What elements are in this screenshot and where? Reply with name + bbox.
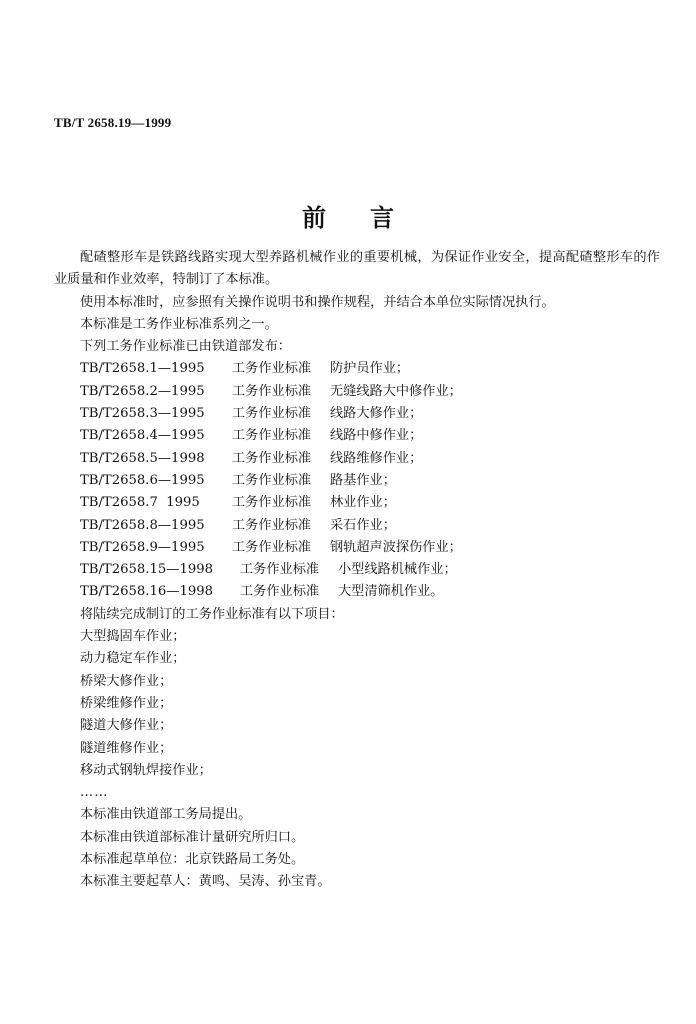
standard-code: TB/T2658.8—1995 [80,517,205,533]
list-item [54,559,660,581]
standard-name: 路基作业； [330,472,396,488]
foreword-body [54,247,660,894]
administrator-line: 本标准由铁道部标准计量研究所归口。 [80,829,305,845]
usage-paragraph: 使用本标准时，应参照有关操作说明书和操作规程，并结合本单位实际情况执行。 [80,294,555,310]
series-paragraph: 本标准是工务作业标准系列之一。 [80,316,278,332]
standard-code: TB/T2658.16—1998 [80,584,214,600]
drafting-unit-line: 本标准起草单位：北京铁路局工务处。 [80,852,305,868]
standard-category: 工务作业标准 [232,450,312,466]
published-intro: 下列工务作业标准已由铁道部发布： [80,339,291,355]
standard-name: 林业作业； [330,495,396,511]
upcoming-intro: 将陆续完成制订的工务作业标准有以下项目： [80,606,344,622]
standard-name: 钢轨超声波探伤作业； [330,539,462,555]
standard-category: 工务作业标准 [232,428,312,444]
list-item: 隧道维修作业； [80,740,173,756]
list-item [54,403,660,425]
standard-name: 线路维修作业； [330,450,423,466]
list-item: 隧道大修作业； [80,718,173,734]
page-title: 前言 [302,203,438,232]
standard-number: TB/T 2658.19—1999 [54,115,172,130]
standard-name: 小型线路机械作业； [338,562,457,578]
list-item: 桥梁维修作业； [80,695,173,711]
published-standards-list [54,358,660,603]
standard-category: 工务作业标准 [240,584,320,600]
standard-category: 工务作业标准 [232,383,312,399]
ellipsis: …… [80,785,109,801]
standard-name: 线路大修作业； [330,406,423,422]
standard-name: 采石作业； [330,517,396,533]
list-item [54,581,660,603]
standard-code: TB/T2658.1—1995 [80,361,205,377]
list-item [54,381,660,403]
list-item: 动力稳定车作业； [80,651,186,667]
standard-code: TB/T2658.7 1995 [80,495,200,511]
standard-name: 无缝线路大中修作业； [330,383,462,399]
list-item [54,515,660,537]
standard-category: 工务作业标准 [232,406,312,422]
list-item [54,425,660,447]
standard-code: TB/T2658.6—1995 [80,472,205,488]
proposer-line: 本标准由铁道部工务局提出。 [80,807,252,823]
standard-category: 工务作业标准 [232,495,312,511]
drafters-line: 本标准主要起草人：黄鸣、吴涛、孙宝青。 [80,874,331,890]
intro-paragraph: 配碴整形车是铁路线路实现大型养路机械作业的重要机械，为保证作业安全，提高配碴整形车的作业质量和作业效率，特制订了本标准。 [54,250,660,288]
list-item [54,358,660,380]
list-item: 大型捣固车作业； [80,629,186,645]
standard-category: 工务作业标准 [232,539,312,555]
standard-code: TB/T2658.3—1995 [80,406,205,422]
list-item [54,492,660,514]
standard-name: 防护员作业； [330,361,410,377]
list-item [54,537,660,559]
list-item: 移动式钢轨焊接作业； [80,762,212,778]
standard-code: TB/T2658.2—1995 [80,383,205,399]
standard-code: TB/T2658.15—1998 [80,562,214,578]
list-item [54,448,660,470]
standard-category: 工务作业标准 [240,562,320,578]
list-item [54,470,660,492]
standard-name: 大型清筛机作业。 [338,584,444,600]
standard-code: TB/T2658.5—1998 [80,450,205,466]
standard-code: TB/T2658.9—1995 [80,539,205,555]
standard-category: 工务作业标准 [232,472,312,488]
standard-category: 工务作业标准 [232,361,312,377]
standard-category: 工务作业标准 [232,517,312,533]
upcoming-standards-list [54,626,660,804]
standard-name: 线路中修作业； [330,428,423,444]
list-item: 桥梁大修作业； [80,673,173,689]
standard-code: TB/T2658.4—1995 [80,428,205,444]
